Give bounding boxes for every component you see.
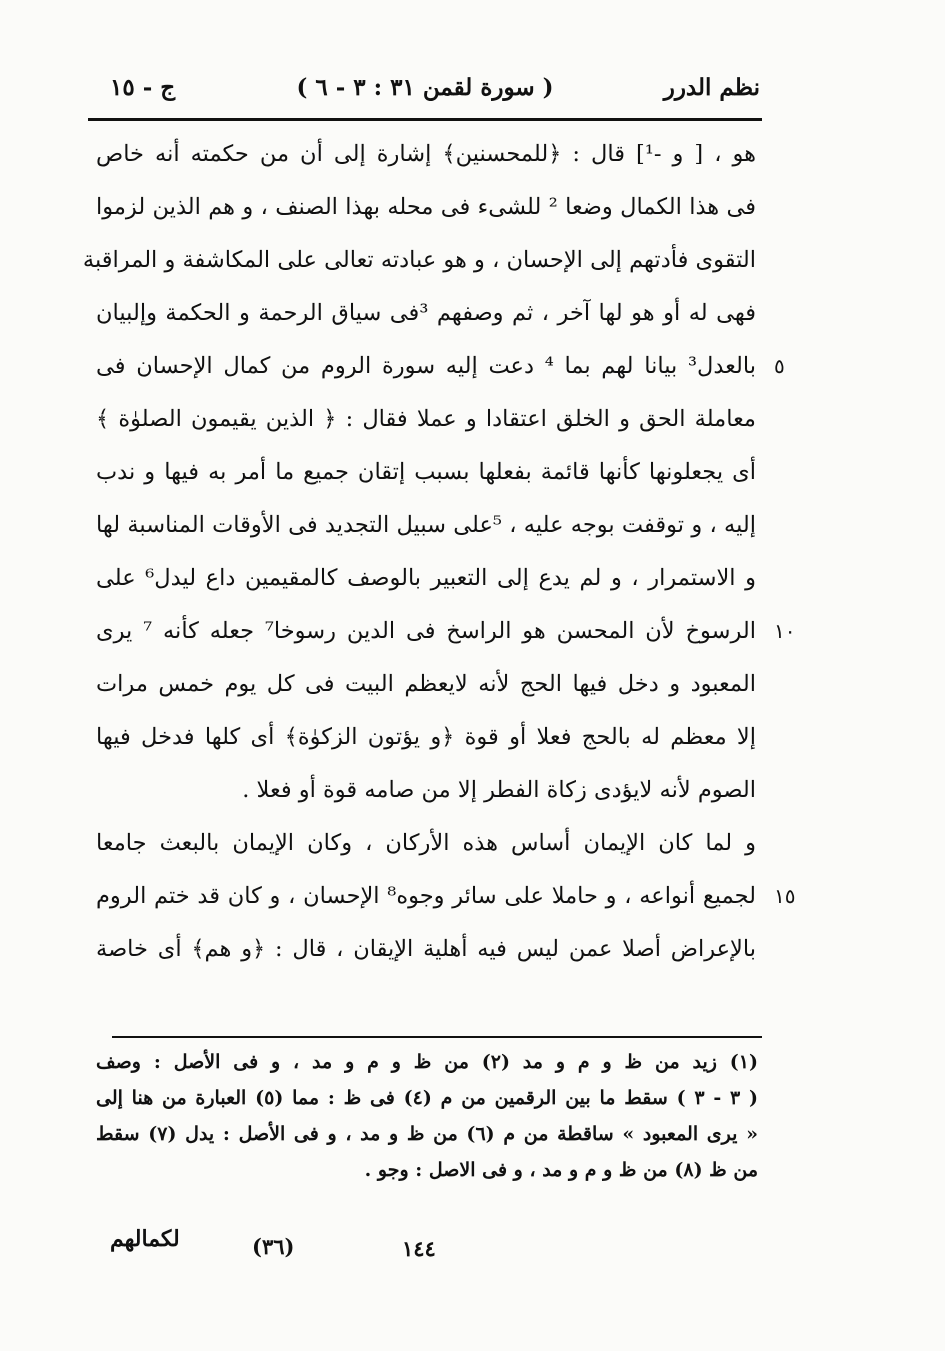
body-text [82,128,796,976]
header-rule [88,118,762,121]
text-line-content: التقوى فأدتهم إلى الإحسان ، و هو عبادته تعالى على المكاشفة و المراقبة [82,247,756,273]
text-line-content: لجميع أنواعه ، و حاملا على سائر وجوه⁸ الإحسان ، و كان قد ختم الروم [96,883,756,909]
text-line-content: المعبود و دخل فيها الحج لأنه لايعظم البيت فى كل يوم خمس مرات [96,671,756,697]
text-line [96,340,785,393]
text-line [96,181,756,234]
text-line [96,817,756,870]
text-line-content: بالعدل³ بيانا لهم بما ⁴ دعت إليه سورة الروم من كمال الإحسان فى [96,353,756,379]
footnote-line: (١) زيد من ظ و م و مد (٢) من ظ و م و مد ، و فى الأصل : وصف [96,1051,759,1073]
text-line-content: و الاستمرار ، و لم يدع إلى التعبير بالوصف كالمقيمين داع ليدل⁶ على [96,565,757,591]
text-line [96,128,756,181]
text-line [96,605,796,658]
text-line-content: فى هذا الكمال وضعا ² للشىء فى محله بهذا الصنف ، و هم الذين لزموا [96,194,757,220]
footnote-line: ( ٣ - ٣ ) سقط ما بين الرقمين من م (٤) فى ظ : مما (٥) العبارة من هنا إلى [96,1087,759,1109]
text-line-content: بالإعراض أصلا عمن ليس فيه أهلية الإيقان ، قال : ﴿و هم﴾ أى خاصة [96,936,756,962]
footnote-line: من ظ (٨) من ظ و م و مد ، و فى الاصل : وجو . [364,1159,758,1181]
text-line [96,393,756,446]
text-line [82,234,756,287]
text-line [96,499,756,552]
text-line-content: إلا معظم له بالحج فعلا أو قوة ﴿و يؤتون الزكوٰة﴾ أى كلها فدخل فيها [96,724,756,750]
footnote-rule [112,1036,762,1038]
catchword: لكمالهم [110,1226,180,1252]
text-line [96,446,756,499]
text-line [96,287,756,340]
text-line-content: هو ، [ و -¹] قال : ﴿للمحسنين﴾ إشارة إلى أن من حكمته أنه خاص [96,141,756,167]
text-line-content: إليه ، و توقفت بوجه عليه ، ⁵على سبيل التجديد فى الأوقات المناسبة لها [96,512,756,538]
running-header [90,74,760,116]
signature-mark: (٣٦) [252,1234,295,1259]
page-number: ١٤٤ [402,1236,436,1261]
text-line [96,764,756,817]
volume-number: ج - ١٥ [110,74,176,101]
footnote-line: « يرى المعبود » ساقطة من م (٦) من ظ و مد ، و فى الأصل : يدل (٧) سقط [96,1123,759,1145]
line-number: ١٠ [774,619,796,643]
text-line-content: معاملة الحق و الخلق اعتقادا و عملا فقال : ﴿ الذين يقيمون الصلوٰة ﴾ [96,406,756,432]
line-number: ١٥ [774,884,796,908]
footnotes [96,1044,758,1188]
text-line [96,658,756,711]
text-line-content: الصوم لأنه لايؤدى زكاة الفطر إلا من صامه قوة أو فعلا . [242,777,756,803]
page-footer [90,1226,760,1266]
text-line [96,711,756,764]
text-line-content: فهى له أو هو لها آخر ، ثم وصفهم ³فى سياق الرحمة و الحكمة وإلبيان [96,300,756,326]
text-line [96,552,756,605]
line-number: ٥ [774,354,785,378]
text-line [96,923,756,976]
surah-reference: ( سورة لقمن ٣١ : ٣ - ٦ ) [296,74,554,101]
book-title: نظم الدرر [663,74,760,101]
text-line [96,870,796,923]
text-line-content: أى يجعلونها كأنها قائمة بفعلها بسبب إتقان جميع ما أمر به فيها و ندب [96,459,756,485]
text-line-content: الرسوخ لأن المحسن هو الراسخ فى الدين رسوخا⁷ جعله كأنه ⁷ يرى [96,618,756,644]
text-line-content: و لما كان الإيمان أساس هذه الأركان ، وكان الإيمان بالبعث جامعا [96,830,756,856]
